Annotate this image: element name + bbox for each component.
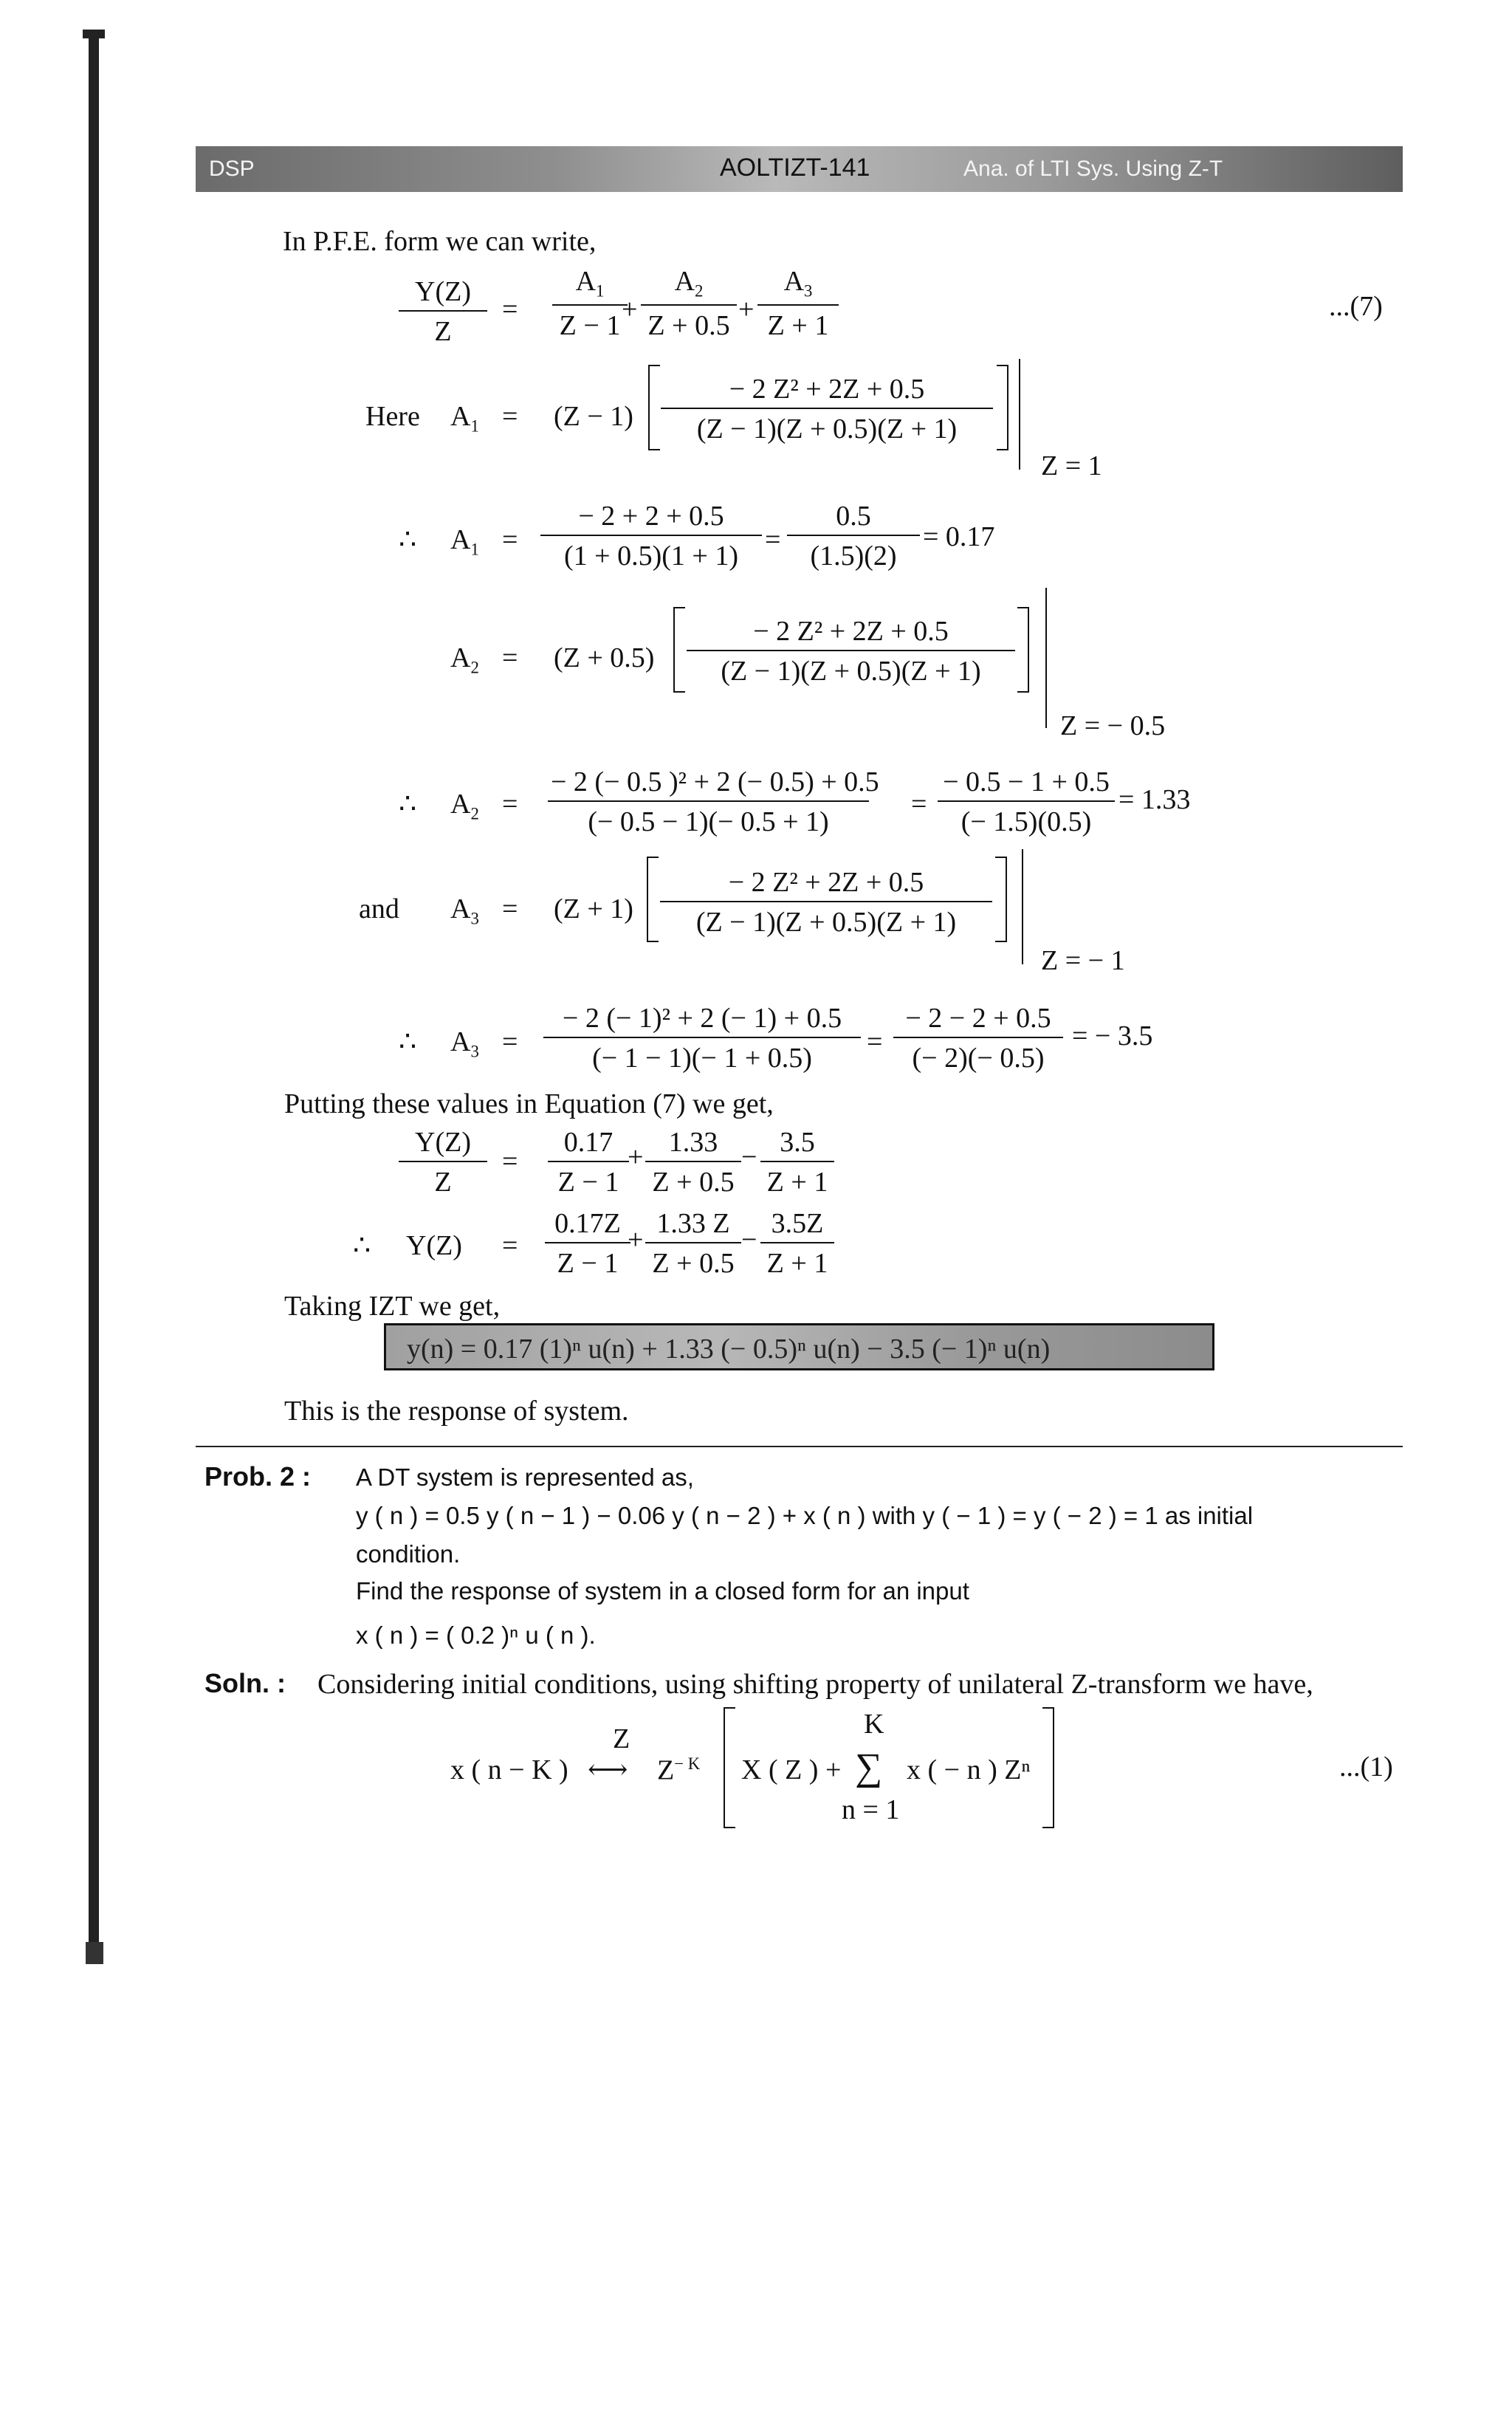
equals: = [502, 642, 518, 673]
evaluation-bar [1022, 849, 1023, 964]
equals: = [502, 524, 518, 555]
equals: = [867, 1026, 883, 1057]
header-left: DSP [209, 157, 255, 181]
response-text: This is the response of system. [284, 1396, 629, 1427]
minus-sign: − [741, 1224, 757, 1255]
a1-condition: Z = 1 [1041, 450, 1102, 481]
eq1-zk: $Z^{- K}$ [657, 1754, 701, 1786]
a3-fraction: $\frac{\text{− 2 Z² + 2Z + 0.5}}{(Z - 1)(Z + 0.5)(Z + 1)}$ [660, 868, 992, 936]
sub2-term3: $\frac{3.5Z}{Z + 1}$ [760, 1209, 834, 1277]
a1-lhs: $A_1$ [450, 401, 479, 436]
a1v-fraction2: $\frac{0.5}{(1.5)(2)}$ [787, 502, 920, 570]
eq1-tag: ...(1) [1339, 1751, 1393, 1782]
a2-lhs-2: $A_2$ [450, 789, 479, 823]
a3-factor: (Z + 1) [554, 893, 633, 924]
evaluation-bar [1019, 359, 1020, 470]
equals: = [502, 789, 518, 820]
eq1-term: x ( − n ) Zⁿ [907, 1754, 1031, 1785]
here-label: Here [365, 401, 420, 432]
eq7-lhs: $\frac{Y(Z)}{Z}$ [399, 278, 487, 346]
a2v-fraction2: $\frac{- 0.5 - 1 + 0.5}{(- 1.5)(0.5)}$ [938, 768, 1115, 836]
sub1-term2: $\frac{1.33}{Z + 0.5}$ [645, 1128, 741, 1196]
header-center: AOLTIZT-141 [720, 154, 870, 182]
sub1-term1: $\frac{0.17}{Z - 1}$ [548, 1128, 629, 1196]
evaluation-bar [1045, 588, 1047, 728]
a1-lhs-2: $A_1$ [450, 524, 479, 559]
a2-result: = 1.33 [1118, 784, 1191, 815]
sum-symbol: ∑ [855, 1746, 883, 1788]
soln-label: Soln. : [205, 1668, 286, 1698]
a1-fraction: $\frac{\text{− 2 Z² + 2Z + 0.5}}{(Z - 1)(Z + 0.5)(Z + 1)}$ [661, 375, 993, 443]
binding-edge [89, 30, 99, 1957]
eq1-lhs: x ( n − K ) [450, 1754, 568, 1785]
right-bracket [1042, 1707, 1054, 1828]
sub2-lhs: Y(Z) [406, 1230, 462, 1261]
sub1-lhs: $\frac{Y(Z)}{Z}$ [399, 1128, 487, 1196]
eq7-term2: $\frac{A_2}{Z + 0.5}$ [641, 267, 737, 340]
plus-sign: + [738, 294, 755, 325]
therefore-symbol: ∴ [399, 524, 417, 555]
plus-sign: + [628, 1142, 644, 1173]
a3-lhs-2: $A_3$ [450, 1026, 479, 1061]
equals: = [911, 789, 927, 820]
left-bracket [647, 857, 659, 942]
prob2-line1: A DT system is represented as, [356, 1463, 694, 1491]
left-bracket [648, 365, 660, 450]
a2-fraction: $\frac{\text{− 2 Z² + 2Z + 0.5}}{(Z - 1)(Z + 0.5)(Z + 1)}$ [687, 617, 1015, 685]
a3-lhs: $A_3$ [450, 893, 479, 928]
sub1-term3: $\frac{3.5}{Z + 1}$ [760, 1128, 834, 1196]
prob2-line4: Find the response of system in a closed form for an input [356, 1577, 969, 1605]
left-bracket [724, 1707, 735, 1828]
a2-lhs: $A_2$ [450, 642, 479, 677]
therefore-symbol: ∴ [353, 1230, 371, 1261]
plus-sign: + [622, 294, 638, 325]
left-bracket [673, 607, 685, 693]
a2-factor: (Z + 0.5) [554, 642, 655, 673]
right-bracket [997, 365, 1008, 450]
equals: = [502, 1230, 518, 1261]
therefore-symbol: ∴ [399, 789, 417, 820]
eq1-arrow: ⟷ [588, 1754, 628, 1785]
result-box [384, 1323, 1214, 1370]
equals: = [502, 401, 518, 432]
a3-condition: Z = − 1 [1041, 945, 1125, 976]
binding-edge-bottom [86, 1942, 103, 1964]
eq1-xz: X ( Z ) + [741, 1754, 842, 1785]
eq1-arrow-label: Z [613, 1723, 630, 1754]
equals: = [502, 1026, 518, 1057]
a3v-fraction1: $\frac{\text{− 2 (− 1)² + 2 (− 1) + 0.5}}{(- 1 - 1)(- 1 + 0.5)}$ [543, 1004, 861, 1072]
putting-text: Putting these values in Equation (7) we get, [284, 1088, 774, 1119]
result-equation: y(n) = 0.17 (1)ⁿ u(n) + 1.33 (− 0.5)ⁿ u(n) − 3.5 (− 1)ⁿ u(n) [407, 1334, 1051, 1365]
intro-text: In P.F.E. form we can write, [283, 226, 597, 257]
taking-text: Taking IZT we get, [284, 1291, 501, 1322]
prob2-label: Prob. 2 : [205, 1461, 312, 1492]
eq7-tag: ...(7) [1329, 291, 1383, 322]
eq7-term1: $\frac{A_1}{Z - 1}$ [552, 267, 628, 340]
prob2-line2: y ( n ) = 0.5 y ( n − 1 ) − 0.06 y ( n − 2 ) + x ( n ) with y ( − 1 ) = y ( − 2 ) = 1 as initial [356, 1502, 1254, 1529]
a1v-fraction1: $\frac{- 2 + 2 + 0.5}{(1 + 0.5)(1 + 1)}$ [540, 502, 762, 570]
plus-sign: + [628, 1224, 644, 1255]
equals: = [765, 524, 781, 555]
page-header [196, 146, 1403, 192]
soln-text: Considering initial conditions, using shifting property of unilateral Z-transform we have, [317, 1669, 1313, 1700]
a2-condition: Z = − 0.5 [1060, 710, 1166, 741]
a2v-fraction1: $\frac{\text{− 2 (− 0.5 )² + 2 (− 0.5) + 0.5}}{(- 0.5 - 1)(- 0.5 + 1)}$ [548, 768, 869, 836]
right-bracket [1017, 607, 1029, 693]
eq7-term3: $\frac{A_3}{Z + 1}$ [757, 267, 839, 340]
section-divider [196, 1446, 1403, 1447]
a1-factor: (Z − 1) [554, 401, 633, 432]
a3v-fraction2: $\frac{- 2 - 2 + 0.5}{(- 2)(- 0.5)}$ [893, 1004, 1063, 1072]
equals: = [502, 893, 518, 924]
minus-sign: − [741, 1142, 757, 1173]
prob2-line5: x ( n ) = ( 0.2 )ⁿ u ( n ). [356, 1622, 596, 1649]
sum-lower-limit: n = 1 [842, 1794, 900, 1825]
a1-result: = 0.17 [923, 521, 995, 552]
right-bracket [995, 857, 1007, 942]
and-label: and [359, 893, 399, 924]
sub2-term2: $\frac{1.33 Z}{Z + 0.5}$ [645, 1209, 741, 1277]
header-right: Ana. of LTI Sys. Using Z-T [963, 157, 1223, 181]
a3-result: = − 3.5 [1072, 1020, 1153, 1051]
equals: = [502, 1146, 518, 1177]
sum-upper-limit: K [864, 1709, 884, 1740]
eq7-equals: = [502, 294, 518, 325]
prob2-line3: condition. [356, 1540, 461, 1568]
therefore-symbol: ∴ [399, 1026, 417, 1057]
sub2-term1: $\frac{0.17Z}{Z - 1}$ [545, 1209, 630, 1277]
